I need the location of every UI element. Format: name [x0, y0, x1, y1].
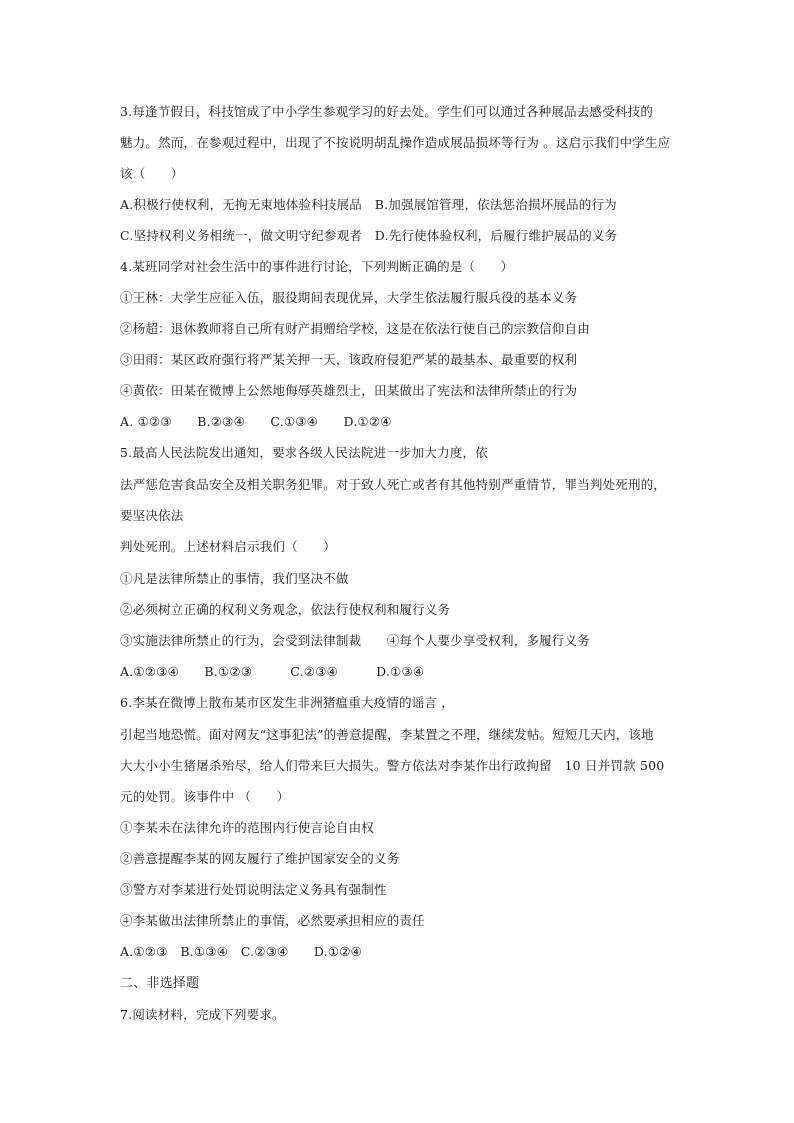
q3-stem-line-2: 魅力。然而，在参观过程中，出现了不按说明胡乱操作造成展品损坏等行为 。这启示我们中学生应: [120, 135, 671, 150]
q3-options-cd: C.坚持权利义务相统一，做文明守纪参观者 D.先行使体验权利，后履行维护展品的义务: [120, 228, 618, 243]
q5-options: A.①②③④ B.①②③ C.②③④ D.①③④: [120, 664, 425, 679]
q5-statement-1: ①凡是法律所禁止的事情，我们坚决不做: [120, 571, 349, 586]
q6-statement-2: ②善意提醒李某的网友履行了维护国家安全的义务: [120, 851, 400, 866]
q5-stem-line-1: 5.最高人民法院发出通知，要求各级人民法院进一步加大力度，依: [120, 445, 488, 460]
q6-stem-line-3: 大大小小生猪屠杀殆尽，给人们带来巨大损失。警方依法对李某作出行政拘留 10 日并罚款 500: [120, 758, 665, 773]
q6-options: A.①②③ B.①③④ C.②③④ D.①②④: [120, 944, 363, 959]
q5-stem-line-2: 法严惩危害食品安全及相关职务犯罪。对于致人死亡或者有其他特别严重情节，罪当判处死刑的，: [120, 477, 667, 492]
q6-stem-line-1: 6.李某在微博上散布某市区发生非洲猪瘟重大疫情的谣言 ，: [120, 695, 455, 710]
q5-statement-2: ②必须树立正确的权利义务观念，依法行使权利和履行义务: [120, 602, 451, 617]
q7-stem: 7.阅读材料，完成下列要求。: [120, 1007, 285, 1022]
q6-statement-1: ①李某未在法律允许的范围内行使言论自由权: [120, 820, 375, 835]
q4-stem: 4.某班同学对社会生活中的事件进行讨论，下列判断正确的是（ ）: [120, 259, 514, 274]
q3-stem-line-1: 3.每逢节假日，科技馆成了中小学生参观学习的好去处。学生们可以通过各种展品去感受科技的: [120, 104, 654, 119]
q6-stem-line-4: 元的处罚。该事件中 （ ）: [120, 789, 290, 804]
q4-statement-2: ②杨超：退休教师将自己所有财产捐赠给学校，这是在依法行使自己的宗教信仰自由: [120, 321, 590, 336]
q4-statement-1: ①王林：大学生应征入伍，服役期间表现优异，大学生依法履行服兵役的基本义务: [120, 290, 578, 305]
q5-statement-3-4: ③实施法律所禁止的行为，会受到法律制裁 ④每个人要少享受权利，多履行义务: [120, 633, 590, 648]
q3-stem-line-3: 该（ ）: [120, 166, 184, 181]
q6-statement-4: ④李某做出法律所禁止的事情，必然要承担相应的责任: [120, 913, 425, 928]
q6-stem-line-2: 引起当地恐慌。面对网友“这事犯法”的善意提醒，李某置之不理，继续发帖。短短几天内，该地: [120, 727, 654, 742]
q5-stem-line-3: 要坚决依法: [120, 508, 184, 523]
section-heading: 二、非选择题: [120, 976, 200, 991]
q3-options-ab: A.积极行使权利，无拘无束地体验科技展品 B.加强展馆管理，依法惩治损坏展品的行为: [120, 197, 617, 212]
q4-options: A. ①②③ B.②③④ C.①③④ D.①②④: [120, 414, 392, 429]
q6-statement-3: ③警方对李某进行处罚说明法定义务具有强制性: [120, 882, 387, 897]
q4-statement-3: ③田雨：某区政府强行将严某关押一天，该政府侵犯严某的最基本、最重要的权利: [120, 352, 578, 367]
q5-stem-line-4: 判处死刑。上述材料启示我们（ ）: [120, 539, 336, 554]
q4-statement-4: ④黄依：田某在微博上公然地侮辱英雄烈士，田某做出了宪法和法律所禁止的行为: [120, 383, 578, 398]
